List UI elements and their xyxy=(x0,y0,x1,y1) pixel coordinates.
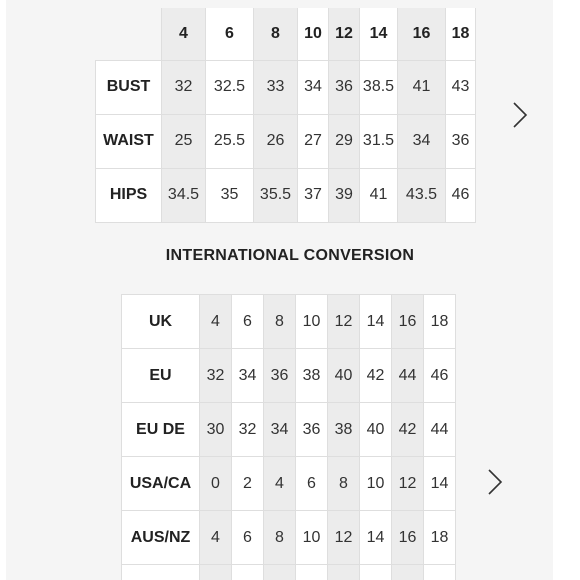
conversion-row-usa-ca xyxy=(122,457,456,511)
conversion-cell: 10 xyxy=(296,511,328,565)
size-header-cell: 10 xyxy=(298,8,329,60)
conversion-cell: 4 xyxy=(200,511,232,565)
size-cell: 41 xyxy=(398,60,446,114)
conversion-cell xyxy=(296,565,328,580)
conversion-cell xyxy=(328,565,360,580)
size-cell: 36 xyxy=(329,60,360,114)
conversion-cell xyxy=(392,565,424,580)
size-row-label: HIPS xyxy=(96,168,162,222)
size-header-corner xyxy=(96,8,162,60)
conversion-cell: 8 xyxy=(264,295,296,349)
conversion-cell: 10 xyxy=(296,295,328,349)
conversion-cell: 4 xyxy=(264,457,296,511)
size-row-bust xyxy=(96,60,476,114)
conversion-table xyxy=(121,294,456,580)
size-cell: 43 xyxy=(446,60,476,114)
conversion-cell: 42 xyxy=(392,403,424,457)
conversion-cell xyxy=(264,565,296,580)
conversion-row-aus-nz xyxy=(122,511,456,565)
conversion-row-label xyxy=(122,565,200,580)
size-cell: 34 xyxy=(398,114,446,168)
conversion-cell: 8 xyxy=(328,457,360,511)
conversion-row-eu-de xyxy=(122,403,456,457)
size-header-cell: 12 xyxy=(329,8,360,60)
size-header-cell: 14 xyxy=(360,8,398,60)
size-cell: 31.5 xyxy=(360,114,398,168)
conversion-cell xyxy=(232,565,264,580)
conversion-cell: 44 xyxy=(392,349,424,403)
conversion-row-label: AUS/NZ xyxy=(122,511,200,565)
size-row-waist xyxy=(96,114,476,168)
size-header-row xyxy=(96,8,476,60)
conversion-cell: 36 xyxy=(296,403,328,457)
conversion-cell: 6 xyxy=(232,295,264,349)
conversion-cell: 12 xyxy=(328,295,360,349)
conversion-cell: 44 xyxy=(424,403,456,457)
conversion-cell xyxy=(424,565,456,580)
size-cell: 32.5 xyxy=(206,60,254,114)
size-cell: 36 xyxy=(446,114,476,168)
size-cell: 33 xyxy=(254,60,298,114)
conversion-heading: INTERNATIONAL CONVERSION xyxy=(165,247,415,264)
conversion-cell: 34 xyxy=(264,403,296,457)
conversion-cell: 16 xyxy=(392,511,424,565)
chevron-right-icon xyxy=(485,467,505,497)
next-size-button[interactable] xyxy=(510,100,530,130)
conversion-cell: 2 xyxy=(232,457,264,511)
next-conversion-button[interactable] xyxy=(485,467,505,497)
size-cell: 26 xyxy=(254,114,298,168)
conversion-cell: 32 xyxy=(232,403,264,457)
conversion-row-label: USA/CA xyxy=(122,457,200,511)
conversion-cell: 4 xyxy=(200,295,232,349)
conversion-cell: 12 xyxy=(328,511,360,565)
conversion-cell: 6 xyxy=(232,511,264,565)
right-edge xyxy=(553,0,580,580)
size-cell: 27 xyxy=(298,114,329,168)
size-cell: 34.5 xyxy=(162,168,206,222)
conversion-cell: 16 xyxy=(392,295,424,349)
conversion-cell: 14 xyxy=(360,295,392,349)
conversion-cell: 12 xyxy=(392,457,424,511)
conversion-cell: 6 xyxy=(296,457,328,511)
conversion-cell: 42 xyxy=(360,349,392,403)
size-cell: 25.5 xyxy=(206,114,254,168)
size-cell: 39 xyxy=(329,168,360,222)
size-cell: 25 xyxy=(162,114,206,168)
conversion-cell: 40 xyxy=(328,349,360,403)
conversion-row-label: EU xyxy=(122,349,200,403)
size-row-label: BUST xyxy=(96,60,162,114)
conversion-cell xyxy=(200,565,232,580)
size-row-label: WAIST xyxy=(96,114,162,168)
conversion-cell: 36 xyxy=(264,349,296,403)
conversion-cell: 40 xyxy=(360,403,392,457)
size-header-cell: 4 xyxy=(162,8,206,60)
size-cell: 43.5 xyxy=(398,168,446,222)
conversion-cell: 14 xyxy=(360,511,392,565)
conversion-row-label: EU DE xyxy=(122,403,200,457)
conversion-cell: 38 xyxy=(296,349,328,403)
size-cell: 34 xyxy=(298,60,329,114)
size-chart-table xyxy=(95,8,476,223)
size-cell: 38.5 xyxy=(360,60,398,114)
size-header-cell: 8 xyxy=(254,8,298,60)
size-header-cell: 16 xyxy=(398,8,446,60)
size-cell: 37 xyxy=(298,168,329,222)
conversion-cell: 18 xyxy=(424,295,456,349)
conversion-row-label: UK xyxy=(122,295,200,349)
conversion-cell xyxy=(360,565,392,580)
size-row-hips xyxy=(96,168,476,222)
conversion-cell: 0 xyxy=(200,457,232,511)
size-cell: 46 xyxy=(446,168,476,222)
conversion-cell: 38 xyxy=(328,403,360,457)
conversion-cell: 8 xyxy=(264,511,296,565)
conversion-cell: 30 xyxy=(200,403,232,457)
conversion-cell: 46 xyxy=(424,349,456,403)
size-header-cell: 6 xyxy=(206,8,254,60)
conversion-cell: 18 xyxy=(424,511,456,565)
conversion-cell: 14 xyxy=(424,457,456,511)
conversion-row-uk xyxy=(122,295,456,349)
conversion-row-partial xyxy=(122,565,456,580)
size-cell: 29 xyxy=(329,114,360,168)
conversion-cell: 10 xyxy=(360,457,392,511)
size-cell: 35 xyxy=(206,168,254,222)
conversion-cell: 32 xyxy=(200,349,232,403)
size-cell: 32 xyxy=(162,60,206,114)
size-header-cell: 18 xyxy=(446,8,476,60)
left-edge xyxy=(0,0,6,580)
size-cell: 41 xyxy=(360,168,398,222)
conversion-cell: 34 xyxy=(232,349,264,403)
chevron-right-icon xyxy=(510,100,530,130)
conversion-row-eu xyxy=(122,349,456,403)
size-cell: 35.5 xyxy=(254,168,298,222)
